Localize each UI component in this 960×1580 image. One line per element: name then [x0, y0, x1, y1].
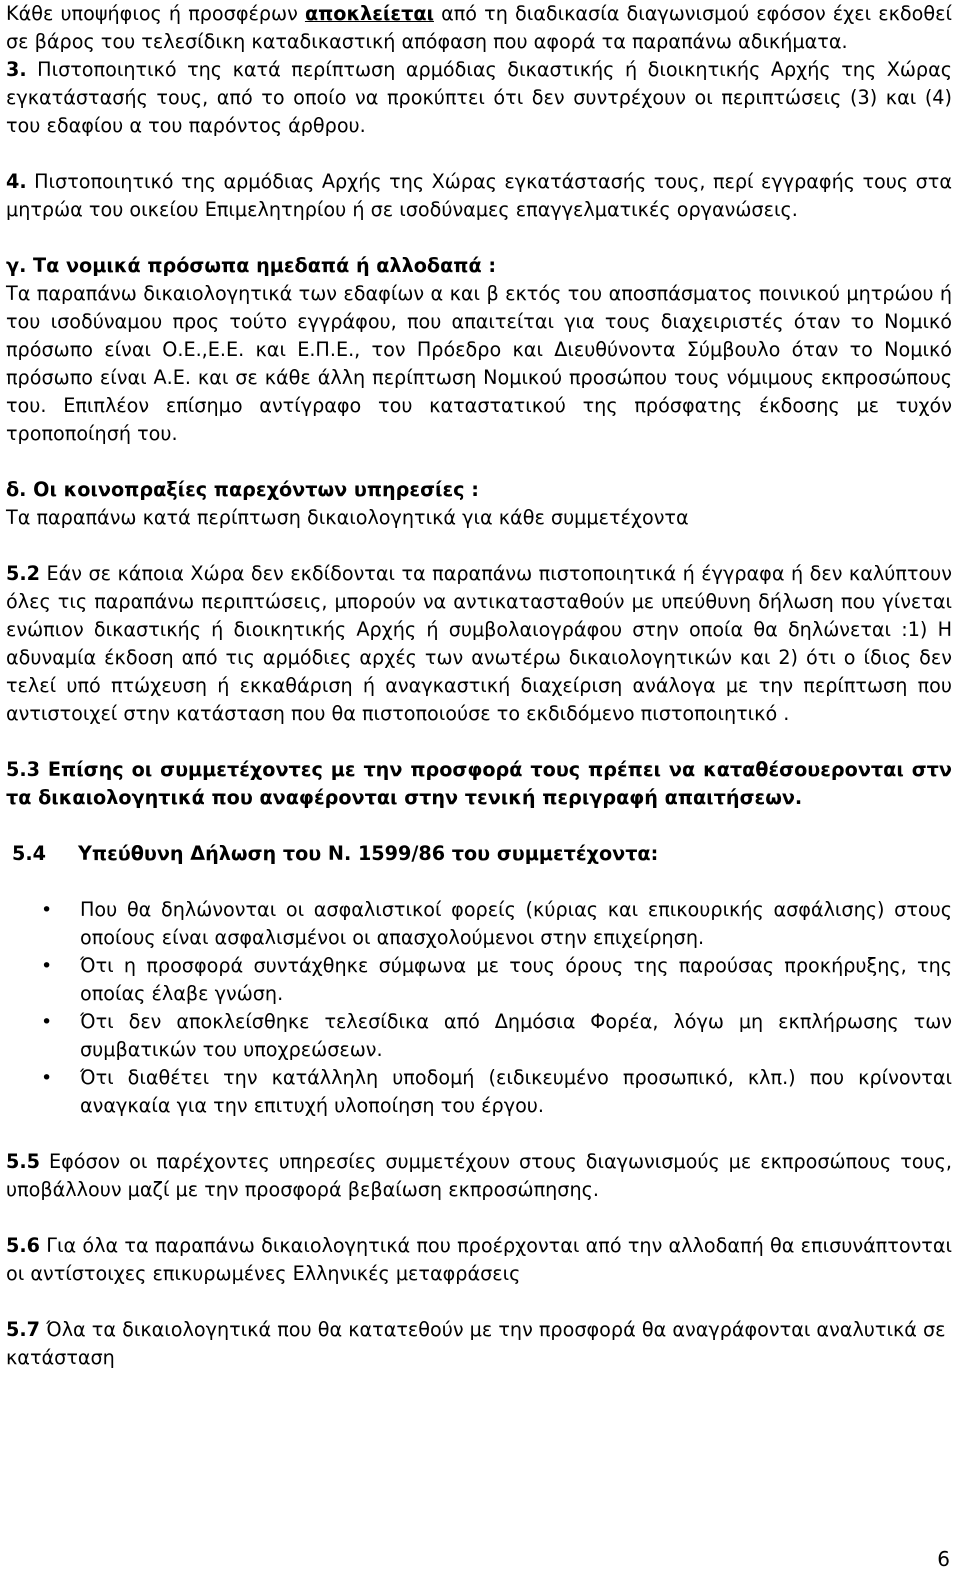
item-3-number: 3. — [6, 58, 27, 81]
bullet-icon: • — [41, 955, 53, 977]
section-5-5-paragraph — [6, 1148, 952, 1204]
declaration-list — [6, 896, 952, 1120]
spacer — [6, 448, 952, 476]
spacer — [6, 224, 952, 252]
section-g-heading: γ. Τα νομικά πρόσωπα ημεδαπά ή αλλοδαπά : — [6, 254, 497, 277]
spacer — [6, 1120, 952, 1148]
section-5-7-number: 5.7 — [6, 1318, 40, 1341]
section-5-2-text: Εάν σε κάποια Χώρα δεν εκδίδονται τα παραπάνω πιστοποιητικά ή έγγραφα ή δεν καλύπτουν όλες τις παραπάνω περιπτώσεις, μπορούν να αντικατασταθούν με υπεύθυνη δήλωση που γίνεται ενώπιον δικαστικής ή διοικητικής Αρχής ή συμβολαιογράφου στην οποία θα δηλώνεται :1) Η αδυναμία έκδοση από τις αρμόδιες αρχές των ανωτέρω δικαιολογητικών και 2) ότι ο ίδιος δεν τελεί υπό πτώχευση ή εκκαθάριση ή αναγκαστική διαχείριση ανάλογα με την περίπτωση που αντιστοιχεί στην κατάσταση που θα πιστοποιούσε το εκδιδόμενο πιστοποιητικό . — [6, 562, 952, 725]
item-4-number: 4. — [6, 170, 27, 193]
intro-emphasis: αποκλείεται — [304, 2, 434, 25]
list-item-text: Ότι διαθέτει την κατάλληλη υποδομή (ειδικευμένο προσωπικό, κλπ.) που κρίνονται αναγκαία για την επιτυχή υλοποίηση του έργου. — [80, 1066, 952, 1117]
list-item — [6, 952, 952, 1008]
document-page — [6, 0, 952, 1372]
section-5-6-paragraph — [6, 1232, 952, 1288]
bullet-icon: • — [41, 1011, 53, 1033]
bullet-icon: • — [41, 1067, 53, 1089]
section-5-7-paragraph — [6, 1316, 952, 1372]
item-3-paragraph — [6, 56, 952, 140]
item-4-text: Πιστοποιητικό της αρμόδιας Αρχής της Χώρας εγκατάστασής τους, περί εγγραφής τους στα μητρώα του οικείου Επιμελητηρίου ή σε ισοδύναμες επαγγελματικές οργανώσεις. — [6, 170, 952, 221]
spacer — [6, 140, 952, 168]
section-5-3-number: 5.3 — [6, 758, 40, 781]
section-5-2-paragraph — [6, 560, 952, 728]
section-5-3-paragraph — [6, 756, 952, 812]
spacer — [6, 532, 952, 560]
item-3-text: Πιστοποιητικό της κατά περίπτωση αρμόδιας δικαστικής ή διοικητικής Αρχής της Χώρας εγκατάστασής τους, από το οποίο να προκύπτει ότι δεν συντρέχουν οι περιπτώσεις (3) και (4) του εδαφίου α του παρόντος άρθρου. — [6, 58, 952, 137]
section-d-text: Τα παραπάνω κατά περίπτωση δικαιολογητικά για κάθε συμμετέχοντα — [6, 506, 689, 529]
list-item — [6, 896, 952, 952]
section-5-6-text: Για όλα τα παραπάνω δικαιολογητικά που προέρχονται από την αλλοδαπή θα επισυνάπτονται οι αντίστοιχες επικυρωμένες Ελληνικές μεταφράσεις — [6, 1234, 952, 1285]
bullet-icon: • — [41, 899, 53, 921]
section-g-text: Τα παραπάνω δικαιολογητικά των εδαφίων α και β εκτός του αποσπάσματος ποινικού μητρώου ή του ισοδύναμου προς τούτο εγγράφου, που απαιτείται για τους διαχειριστές όταν το Νομικό πρόσωπο είναι Ο.Ε.,Ε.Ε. και Ε.Π.Ε., τον Πρόεδρο και Διευθύνοντα Σύμβουλο όταν το Νομικό πρόσωπο είναι Α.Ε. και σε κάθε άλλη περίπτωση Νομικού προσώπου τους νόμιμους εκπροσώπους του. Επιπλέον επίσημο αντίγραφο του καταστατικού της πρόσφατης έκδοσης με τυχόν τροποποίησή του. — [6, 282, 952, 445]
section-5-4-number: 5.4 — [12, 842, 46, 865]
spacer — [6, 1204, 952, 1232]
spacer — [6, 812, 952, 840]
intro-paragraph — [6, 0, 952, 56]
list-item-text: Ότι η προσφορά συντάχθηκε σύμφωνα με τους όρους της παρούσας προκήρυξης, της οποίας έλαβε γνώση. — [80, 954, 952, 1005]
list-item — [6, 1064, 952, 1120]
section-5-4-title: Υπεύθυνη Δήλωση του Ν. 1599/86 του συμμετέχοντα: — [78, 842, 659, 865]
page-number: 6 — [937, 1547, 950, 1571]
section-5-7-text: Όλα τα δικαιολογητικά που θα κατατεθούν με την προσφορά θα αναγράφονται αναλυτικά σε κατάσταση — [6, 1318, 946, 1369]
item-4-paragraph — [6, 168, 952, 224]
intro-text-before: Κάθε υποψήφιος ή προσφέρων — [6, 2, 305, 25]
spacer — [6, 728, 952, 756]
intro-text-after: από τη διαδικασία διαγωνισμού εφόσον έχει εκδοθεί σε βάρος του τελεσίδικη καταδικαστική απόφαση που αφορά τα παραπάνω αδικήματα. — [6, 2, 952, 53]
section-5-6-number: 5.6 — [6, 1234, 40, 1257]
section-5-5-number: 5.5 — [6, 1150, 40, 1173]
spacer — [6, 1288, 952, 1316]
list-item-text: Που θα δηλώνονται οι ασφαλιστικοί φορείς (κύριας και επικουρικής ασφάλισης) στους οποίους είναι ασφαλισμένοι οι απασχολούμενοι στην επιχείρηση. — [80, 898, 952, 949]
list-item — [6, 1008, 952, 1064]
section-5-4-heading — [6, 840, 952, 868]
list-item-text: Ότι δεν αποκλείσθηκε τελεσίδικα από Δημόσια Φορέα, λόγω μη εκπλήρωσης των συμβατικών του υποχρεώσεων. — [80, 1010, 952, 1061]
section-5-2-number: 5.2 — [6, 562, 40, 585]
section-5-5-text: Εφόσον οι παρέχοντες υπηρεσίες συμμετέχουν στους διαγωνισμούς με εκπροσώπους τους, υποβάλλουν μαζί με την προσφορά βεβαίωση εκπροσώπησης. — [6, 1150, 952, 1201]
section-5-3-text: Επίσης οι συμμετέχοντες με την προσφορά τους πρέπει να καταθέσουερονται στν τα δικαιολογητικά που αναφέρονται στην τενική περιγραφή απαιτήσεων. — [6, 758, 952, 809]
section-d-heading: δ. Οι κοινοπραξίες παρεχόντων υπηρεσίες : — [6, 478, 479, 501]
spacer — [6, 868, 952, 896]
